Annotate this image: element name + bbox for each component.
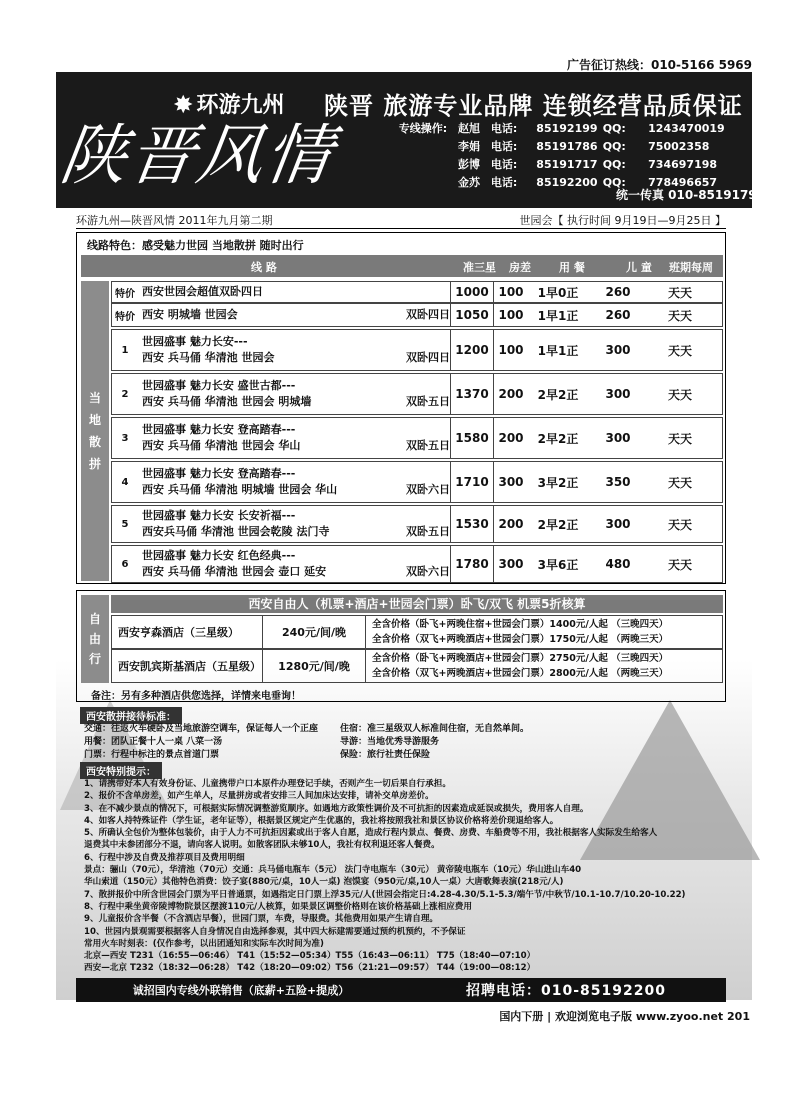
- qq-label: QQ:: [602, 175, 626, 189]
- route-days: 双卧六日: [406, 565, 450, 578]
- meals: 2早2正: [537, 387, 579, 402]
- contact-name: 赵旭: [458, 122, 481, 135]
- contact-qq: 1243470019: [648, 121, 725, 135]
- standard-item: 门票：行程中标注的景点首道门票: [84, 750, 220, 760]
- col-diff: 房差: [509, 261, 531, 274]
- meals: 2早2正: [537, 431, 579, 446]
- route-days: 双卧五日: [406, 439, 450, 452]
- schedule: 天天: [667, 308, 692, 323]
- tel-label: 电话:: [490, 122, 518, 135]
- row-number: 6: [121, 558, 129, 570]
- qq-label: QQ:: [602, 157, 626, 171]
- logo-text: 环游九州: [196, 92, 285, 118]
- tip-line: 10、世园内景观需要根据客人自身情况自由选择参观，其中四大标建需要通过预约机预约，不予保证: [84, 926, 466, 937]
- table-row: [111, 649, 723, 683]
- tip-line: 8、行程中乘坐黄帝陵博物院景区摆渡110元/人核算，如果景区调整价格则在该价格基础上涨相应费用: [84, 901, 472, 912]
- header-banner: [55, 72, 766, 208]
- fax-number: 统一传真 010-85191793: [616, 188, 766, 202]
- tip-line: 9、儿童报价含半餐（不含酒店早餐），世园门票，车费，导服费。其他费用如果产生请自理。: [84, 914, 439, 925]
- table-row: [111, 329, 723, 371]
- contact-name: 金苏: [458, 176, 481, 189]
- tip-line: 华山索道（150元）其他特色消费：饺子宴(880元/桌，10人一桌) 泡馍宴（950元/桌,10人一桌）大唐歌舞表演(218元/人): [84, 877, 564, 888]
- route-line2: 西安 兵马俑 华清池 明城墙 世园会 华山: [142, 483, 338, 496]
- tip-line: 西安—北京 T232（18:32—06:28） T42（18:20—09:02）T56（21:21—09:57） T44（19:00—08:12）: [84, 963, 536, 974]
- free-travel-header: 西安自由人（机票+酒店+世园会门票）卧飞/双飞 机票5折核算: [111, 595, 723, 613]
- side-char: 拼: [88, 457, 101, 471]
- price: 1370: [450, 374, 494, 414]
- table-row: [111, 505, 723, 543]
- tel-label: 电话:: [490, 158, 518, 171]
- schedule: 天天: [667, 557, 692, 572]
- price: 1530: [450, 506, 494, 542]
- table-row: [111, 615, 723, 649]
- contact-qq: 75002358: [648, 139, 710, 153]
- col-price: 准三星: [463, 261, 496, 274]
- tip-line: 景点：骊山（70元），华清池（70元）交通：兵马俑电瓶车（5元） 法门寺电瓶车（30元） 黄帝陵电瓶车（10元）华山进山车40: [84, 865, 582, 876]
- side-char: 行: [88, 652, 101, 666]
- tip-line: 1、请携带好本人有效身份证、儿童携带户口本原件办理登记手续，否则产生一切后果自行承担。: [84, 779, 451, 789]
- side-char: 自: [88, 612, 101, 626]
- child-price: 260: [605, 285, 631, 299]
- side-char: 地: [88, 413, 101, 427]
- route-line1: 世园盛事 魅力长安---: [142, 335, 248, 348]
- tip-line: 退费其中未参团部分不退，请向客人说明。如散客团队未够10人，我社有权利退还客人餐费。: [84, 840, 440, 851]
- package-prices: [366, 651, 668, 681]
- calligraphy-title: 陕晋风情: [55, 117, 339, 194]
- tip-line: 常用火车时刻表：(仅作参考，以出团通知和实际车次时间为准): [84, 938, 324, 949]
- slogan: 陕晋 旅游专业品牌 连锁经营品质保证: [324, 91, 743, 120]
- route-line2: 西安 兵马俑 华清池 世园会 壶口 延安: [142, 565, 327, 578]
- col-schedule: 班期每周: [669, 261, 713, 274]
- row-number: 1: [121, 344, 129, 356]
- col-child: 儿 童: [626, 261, 652, 274]
- package-line: 全含价格（双飞+两晚酒店+世园会门票）1750元/人起 （两晚三天）: [372, 634, 669, 645]
- qq-label: QQ:: [602, 139, 626, 153]
- free-travel-note: 备注：另有多种酒店供您选择，详情来电垂询！: [91, 691, 301, 702]
- route-title: [138, 422, 450, 454]
- route-line2: 西安 兵马俑 华清池 世园会 明城墙: [142, 395, 312, 408]
- route-title: [138, 508, 450, 540]
- standard-item: 住宿：准三星级双人标准间住宿，无自然单间。: [340, 724, 530, 734]
- room-diff: 200: [498, 517, 524, 531]
- recruit-phone: 招聘电话：010-85192200: [466, 983, 666, 999]
- price: 1050: [450, 304, 494, 326]
- schedule: 天天: [667, 343, 692, 358]
- package-line: 全含价格（卧飞+两晚酒店+世园会门票）2750元/人起 （三晚四天）: [372, 653, 669, 664]
- route-table: [76, 232, 726, 584]
- route-days: 双卧五日: [406, 525, 450, 538]
- tip-line: 7、散拼报价中所含世园会门票为平日普通票，如遇指定日门票上浮35元/人(世园会指定日:4.28-4.30/5.1-5.3/端午节/中秋节/10.1-10.7/10.20-10.22): [84, 889, 686, 900]
- route-line1: 世园盛事 魅力长安 长安祈福---: [142, 509, 296, 522]
- child-price: 350: [605, 475, 631, 489]
- row-number: 5: [121, 518, 129, 530]
- qq-label: QQ:: [602, 121, 626, 135]
- contact-tel: 85192199: [536, 121, 598, 135]
- table-row: [111, 373, 723, 415]
- schedule: 天天: [667, 285, 692, 300]
- package-line: 全含价格（双飞+两晚酒店+世园会门票）2800元/人起 （两晚三天）: [372, 668, 669, 679]
- schedule: 天天: [667, 475, 692, 490]
- price: 1580: [450, 418, 494, 458]
- price: 1200: [450, 330, 494, 370]
- side-char: 散: [88, 435, 101, 449]
- route-title: [138, 378, 450, 410]
- execution-period: 世园会【 执行时间 9月19日—9月25日 】: [519, 214, 726, 227]
- room-diff: 300: [498, 475, 524, 489]
- hotel-name: 西安凯宾斯基酒店（五星级）: [118, 660, 261, 673]
- child-price: 260: [605, 308, 631, 322]
- contacts-list: [386, 119, 746, 191]
- meals: 1早0正: [537, 285, 579, 300]
- issue-label: 环游九州—陕晋风情 2011年九月第二期: [76, 214, 273, 227]
- divider: [76, 228, 726, 229]
- tip-line: 北京—西安 T231（16:55—06:46） T41（15:52—05:34）T55（16:43—06:11） T75（18:40—07:10）: [84, 951, 536, 962]
- room-diff: 100: [498, 285, 524, 299]
- room-diff: 100: [498, 343, 524, 357]
- room-diff: 100: [498, 308, 524, 322]
- schedule: 天天: [667, 517, 692, 532]
- child-price: 300: [605, 431, 631, 445]
- route-days: 双卧四日: [406, 351, 450, 364]
- table-row: [111, 281, 723, 303]
- room-diff: 200: [498, 387, 524, 401]
- meals: 3早2正: [537, 475, 579, 490]
- route-days: 双卧四日: [406, 308, 450, 321]
- contact-qq: 734697198: [648, 157, 718, 171]
- price: 1780: [450, 546, 494, 582]
- table-row: [111, 461, 723, 503]
- package-prices: [366, 617, 668, 647]
- route-line2: 西安兵马俑 华清池 世园会乾陵 法门寺: [142, 525, 330, 538]
- tip-line: 4、如客人持特殊证件（学生证，老年证等），根据景区规定产生优惠的，我社将按照我社和景区协议价格将差价现退给客人。: [84, 815, 559, 826]
- col-route: 线 路: [251, 261, 277, 274]
- standards-title: 西安散拼接待标准：: [80, 707, 182, 724]
- contact-tel: 85191717: [536, 157, 598, 171]
- route-line2: 西安 兵马俑 华清池 世园会 华山: [142, 439, 301, 452]
- route-title: [138, 466, 450, 498]
- child-price: 300: [605, 387, 631, 401]
- hotel-price: 240元/间/晚: [262, 616, 366, 648]
- ad-hotline: 广告征订热线：010-5166 5969: [566, 58, 752, 72]
- route-table-header: [81, 255, 723, 277]
- tip-line: 2、报价不含单房差，如产生单人，尽量拼房或者安排三人间加床达安排，请补交单房差价。: [84, 791, 434, 802]
- free-travel-label: [81, 595, 109, 683]
- tip-line: 6、行程中涉及自费及推荐项目及费用明细: [84, 852, 245, 863]
- route-line2: 西安 明城墙 世园会: [142, 308, 238, 321]
- table-row: [111, 545, 723, 583]
- meals: 1早1正: [537, 308, 579, 323]
- row-number: 特价: [115, 288, 135, 300]
- route-days: 双卧五日: [406, 395, 450, 408]
- side-char: 当: [88, 391, 101, 405]
- contact-qq: 778496657: [648, 175, 718, 189]
- meals: 2早2正: [537, 517, 579, 532]
- standard-item: 交通：往返火车硬卧及当地旅游空调车，保证每人一个正座: [84, 724, 319, 734]
- standard-item: 保险：旅行社责任保险: [340, 750, 431, 760]
- col-meal: 用 餐: [559, 261, 585, 274]
- route-line1: 世园盛事 魅力长安 红色经典---: [142, 549, 296, 562]
- route-line2: 西安 兵马俑 华清池 世园会: [142, 351, 275, 364]
- route-line1: 世园盛事 魅力长安 登高踏春---: [142, 423, 296, 436]
- route-title: [138, 334, 450, 366]
- meals: 1早1正: [537, 343, 579, 358]
- tips-list: [84, 778, 744, 975]
- local-group-label: [81, 281, 109, 581]
- route-line1: 西安世园会超值双卧四日: [142, 285, 263, 298]
- table-row: [111, 303, 723, 327]
- child-price: 300: [605, 343, 631, 357]
- route-line1: 世园盛事 魅力长安 登高踏春---: [142, 467, 296, 480]
- schedule: 天天: [667, 387, 692, 402]
- recruit-bar: [76, 978, 726, 1002]
- row-number: 特价: [115, 311, 135, 323]
- child-price: 300: [605, 517, 631, 531]
- star-logo-icon: ✸: [174, 92, 193, 118]
- contact-name: 李娟: [458, 140, 481, 153]
- schedule: 天天: [667, 431, 692, 446]
- price: 1710: [450, 462, 494, 502]
- package-line: 全含价格（卧飞+两晚住宿+世园会门票）1400元/人起 （三晚四天）: [372, 619, 669, 630]
- room-diff: 300: [498, 557, 524, 571]
- child-price: 480: [605, 557, 631, 571]
- tips-title: 西安特别提示：: [80, 762, 162, 779]
- recruit-text: 诚招国内专线外联销售（底薪+五险+提成）: [132, 984, 350, 997]
- standard-item: 导游：当地优秀导游服务: [340, 737, 440, 747]
- tip-line: 3、在不减少景点的情况下，可根据实际情况调整游览顺序。如遇地方政策性调价及不可抗拒的因素造成延误或损失，费用客人自理。: [84, 803, 589, 814]
- row-number: 4: [121, 476, 129, 488]
- hotel-price: 1280元/间/晚: [262, 650, 366, 682]
- issue-subheader: [76, 212, 726, 228]
- route-title: [138, 284, 450, 300]
- contacts-label: 专线操作:: [398, 122, 448, 135]
- page-footer: 国内下册 | 欢迎浏览电子版 www.zyoo.net 201: [499, 1010, 750, 1023]
- side-char: 由: [88, 632, 101, 646]
- table-row: [111, 417, 723, 459]
- standard-item: 用餐：团队正餐十人一桌 八菜一汤: [84, 737, 223, 747]
- tel-label: 电话:: [490, 140, 518, 153]
- route-feature: 线路特色：感受魅力世园 当地散拼 随时出行: [87, 239, 304, 252]
- free-travel-table: [76, 590, 726, 702]
- route-days: 双卧六日: [406, 483, 450, 496]
- tip-line: 5、所确认全包价为整体包装价，由于人力不可抗拒因素或出于客人自愿，造成行程内景点、餐费、房费、车船费等不用，我社根据客人实际发生给客人: [84, 828, 658, 839]
- hotel-name: 西安亨森酒店（三星级）: [118, 626, 239, 639]
- contact-tel: 85192200: [536, 175, 598, 189]
- tel-label: 电话:: [490, 176, 518, 189]
- contact-name: 彭博: [458, 158, 481, 171]
- route-line1: 世园盛事 魅力长安 盛世古都---: [142, 379, 296, 392]
- route-title: [138, 307, 450, 323]
- meals: 3早6正: [537, 557, 579, 572]
- route-title: [138, 548, 450, 580]
- row-number: 2: [121, 388, 129, 400]
- contact-tel: 85191786: [536, 139, 598, 153]
- room-diff: 200: [498, 431, 524, 445]
- standards-list: [84, 723, 684, 762]
- price: 1000: [450, 282, 494, 302]
- row-number: 3: [121, 432, 129, 444]
